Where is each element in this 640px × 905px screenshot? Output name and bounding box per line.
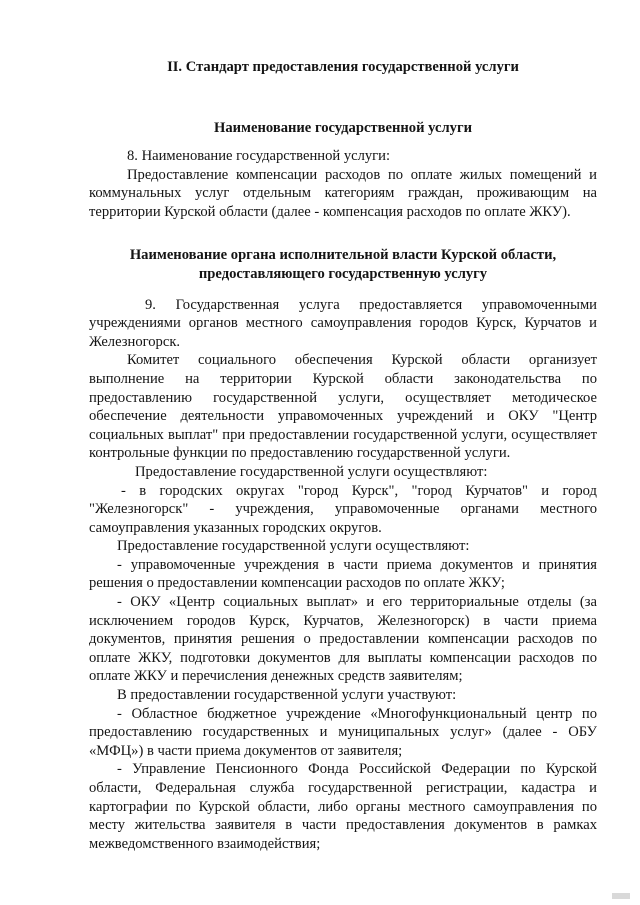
subsection-2-title-line-1: Наименование органа исполнительной власти Курской области, xyxy=(129,246,557,263)
paragraph-provide-1: Предоставление государственной услуги осуществляют: xyxy=(135,463,488,480)
paragraph-provide-1-item: - в городских округах "город Курск", "город Курчатов" и город "Железногорск" - учреждения, управомоченные органами местного самоуправления указанных городских округов. xyxy=(89,482,597,536)
paragraph-8-text: Предоставление компенсации расходов по оплате жилых помещений и коммунальных услуг отдельным категориям граждан, проживающим на территории Курской области (далее - компенсация расходов по оплате ЖКУ). xyxy=(89,166,597,220)
paragraph-9: 9. Государственная услуга предоставляется управомоченными учреждениями органов местного самоуправления городов Курск, Курчатов и Железногорск. xyxy=(89,296,597,350)
subsection-2-title xyxy=(89,246,597,284)
paragraph-provide-2-item-1: - управомоченные учреждения в части приема документов и принятия решения о предоставлении компенсации расходов по оплате ЖКУ; xyxy=(89,556,597,592)
paragraph-participate: В предоставлении государственной услуги участвуют: xyxy=(117,687,457,704)
subsection-2-title-line-2: предоставляющего государственную услугу xyxy=(198,265,488,282)
paragraph-provide-2: Предоставление государственной услуги осуществляют: xyxy=(117,538,470,555)
paragraph-provide-2-item-2: - ОКУ «Центр социальных выплат» и его территориальные отделы (за исключением городов Курск, Курчатов, Железногорск) в части приема документов, принятия решения о предоставлении компенсации расходов по оплате ЖКУ, подготовки документов для выплаты компенсации расходов по оплате ЖКУ и перечисления денежных средств заявителям; xyxy=(89,594,597,685)
paragraph-8-label: 8. Наименование государственной услуги: xyxy=(127,148,391,165)
paragraph-participate-item-2: - Управление Пенсионного Фонда Российской Федерации по Курской области, Федеральная служба государственной регистрации, кадастра и картографии по Курской области, либо органы местного самоуправления по месту жительства заявителя в части предоставления документов в рамках межведомственного взаимодействия; xyxy=(89,761,597,852)
section-title: II. Стандарт предоставления государственной услуги xyxy=(167,59,519,75)
paragraph-committee: Комитет социального обеспечения Курской области организует выполнение на территории Курской области законодательства по предоставлению государственной услуги, осуществляет методическое обеспечение деятельности управомоченных учреждений и ОКУ "Центр социальных выплат" при предоставлении государственной услуги, осуществляет контрольные функции по предоставлению государственной услуги. xyxy=(89,352,597,462)
subsection-1-title: Наименование государственной услуги xyxy=(214,119,472,136)
paragraph-participate-item-1: - Областное бюджетное учреждение «Многофункциональный центр по предоставлению государственных и муниципальных услуг» (далее - ОБУ «МФЦ») в части приема документов от заявителя; xyxy=(89,705,597,759)
page-corner-mark xyxy=(612,893,630,899)
document-page xyxy=(89,58,597,853)
